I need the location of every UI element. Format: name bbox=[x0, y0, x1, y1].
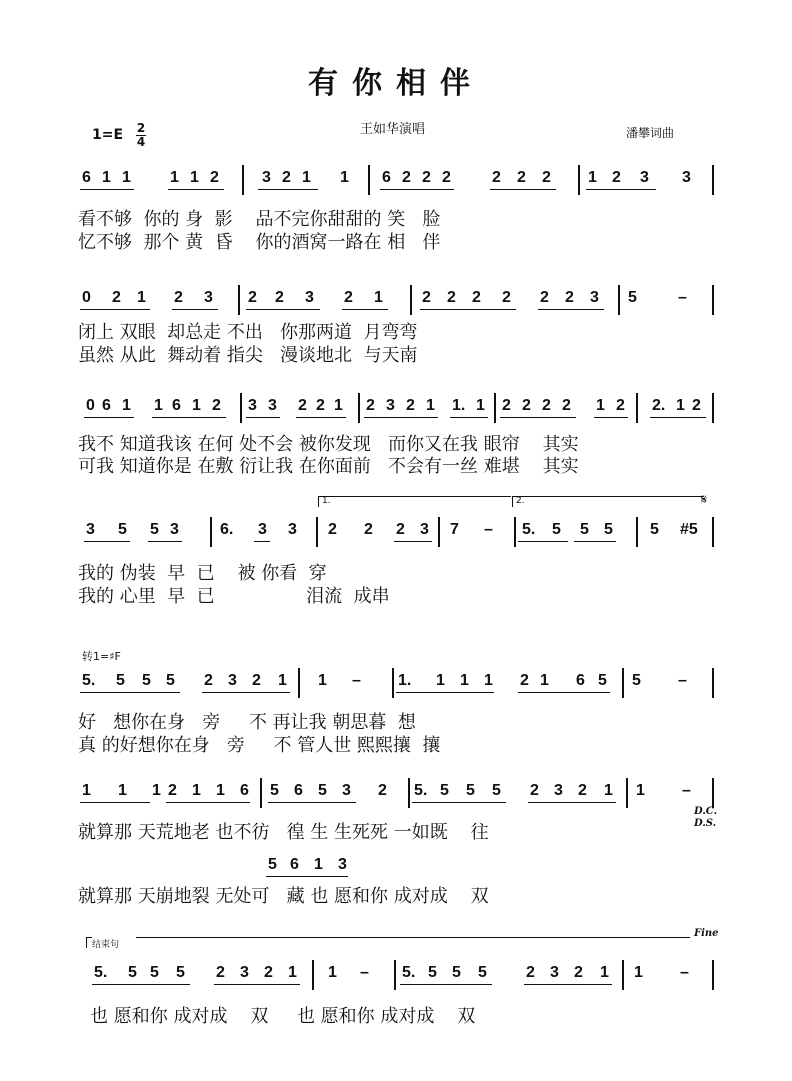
beam-underline bbox=[258, 189, 318, 190]
note: 3 bbox=[262, 169, 271, 186]
beam-underline bbox=[80, 802, 150, 803]
beam-underline bbox=[246, 417, 280, 418]
barline bbox=[494, 393, 496, 423]
note: 2 bbox=[406, 397, 415, 414]
note: 3 bbox=[305, 289, 314, 306]
note: 5 bbox=[632, 672, 641, 689]
note: 2 bbox=[502, 289, 511, 306]
note: 2 bbox=[542, 169, 551, 186]
beam-underline bbox=[80, 692, 180, 693]
note: 5. bbox=[82, 672, 96, 689]
note: 1 bbox=[82, 782, 91, 799]
note: 1 bbox=[596, 397, 605, 414]
note: 5 bbox=[650, 521, 659, 538]
note: 2 bbox=[517, 169, 526, 186]
note: 1 bbox=[588, 169, 597, 186]
barline bbox=[260, 778, 262, 808]
lyric-line: 我的 心里 早 已 泪流 成串 bbox=[78, 586, 390, 607]
note: – bbox=[678, 672, 687, 689]
note: 2 bbox=[204, 672, 213, 689]
beam-underline bbox=[396, 692, 494, 693]
note: 1 bbox=[190, 169, 199, 186]
lyric-line: 我的 伪装 早 已 被 你看 穿 bbox=[78, 563, 327, 584]
lyric-line: 闭上 双眼 却总走 不出 你那两道 月弯弯 bbox=[78, 322, 418, 343]
note: 5 bbox=[268, 856, 277, 873]
beam-underline bbox=[538, 309, 604, 310]
note: 5. bbox=[522, 521, 536, 538]
note: 0 bbox=[86, 397, 95, 414]
beam-underline bbox=[524, 984, 612, 985]
note: 6 bbox=[290, 856, 299, 873]
note: 6 bbox=[294, 782, 303, 799]
barline bbox=[316, 517, 318, 547]
volta-2-label: 2. bbox=[516, 496, 525, 506]
note: 3 bbox=[170, 521, 179, 538]
note: 5 bbox=[466, 782, 475, 799]
note: #5 bbox=[680, 521, 698, 538]
note: 3 bbox=[248, 397, 257, 414]
note: 2 bbox=[520, 672, 529, 689]
lyric-line: 就算那 天崩地裂 无处可 藏 也 愿和你 成对成 双 bbox=[78, 886, 489, 907]
note: 1 bbox=[102, 169, 111, 186]
note: 2 bbox=[565, 289, 574, 306]
note: 2 bbox=[578, 782, 587, 799]
note: 2 bbox=[112, 289, 121, 306]
beam-underline bbox=[168, 189, 224, 190]
note: 1 bbox=[476, 397, 485, 414]
note: 1. bbox=[398, 672, 412, 689]
beam-underline bbox=[84, 417, 134, 418]
barline bbox=[210, 517, 212, 547]
beam-underline bbox=[364, 417, 438, 418]
barline bbox=[408, 778, 410, 808]
ending-bracket-line bbox=[136, 937, 690, 938]
note: 5 bbox=[580, 521, 589, 538]
barline bbox=[358, 393, 360, 423]
ds-mark: D.S. bbox=[694, 818, 717, 829]
note: 2 bbox=[542, 397, 551, 414]
note: 1 bbox=[170, 169, 179, 186]
note: 1 bbox=[314, 856, 323, 873]
note: 2 bbox=[442, 169, 451, 186]
beam-underline bbox=[148, 541, 182, 542]
note: 1 bbox=[278, 672, 287, 689]
note: 3 bbox=[640, 169, 649, 186]
note: 3 bbox=[338, 856, 347, 873]
barline bbox=[394, 960, 396, 990]
beam-underline bbox=[80, 309, 150, 310]
fine-mark: Fine bbox=[694, 928, 719, 939]
beam-underline bbox=[394, 541, 432, 542]
note: 1 bbox=[154, 397, 163, 414]
note: 3 bbox=[342, 782, 351, 799]
note: 2 bbox=[316, 397, 325, 414]
note: 2 bbox=[282, 169, 291, 186]
note: 5. bbox=[402, 964, 416, 981]
modulation-label: 转1=♯F bbox=[82, 650, 121, 663]
barline bbox=[238, 285, 240, 315]
note: 3 bbox=[590, 289, 599, 306]
note: 1 bbox=[484, 672, 493, 689]
note: 6 bbox=[102, 397, 111, 414]
beam-underline bbox=[246, 309, 320, 310]
note: 2 bbox=[366, 397, 375, 414]
note: 5 bbox=[142, 672, 151, 689]
note: 5 bbox=[176, 964, 185, 981]
barline bbox=[636, 517, 638, 547]
note: 6 bbox=[576, 672, 585, 689]
note: 1 bbox=[137, 289, 146, 306]
note: 5 bbox=[552, 521, 561, 538]
note: 5 bbox=[270, 782, 279, 799]
note: 6 bbox=[172, 397, 181, 414]
barline bbox=[622, 668, 624, 698]
barline bbox=[636, 393, 638, 423]
note: 5 bbox=[166, 672, 175, 689]
note: 3 bbox=[386, 397, 395, 414]
note: 1 bbox=[152, 782, 161, 799]
barline bbox=[712, 668, 714, 698]
note: 5. bbox=[414, 782, 428, 799]
note: 5 bbox=[318, 782, 327, 799]
barline bbox=[626, 778, 628, 808]
note: 1 bbox=[192, 397, 201, 414]
lyric-line: 我不 知道我该 在何 处不会 被你发现 而你又在我 眼帘 其实 bbox=[78, 434, 579, 455]
barline bbox=[618, 285, 620, 315]
note: – bbox=[352, 672, 361, 689]
note: 5 bbox=[428, 964, 437, 981]
note: 2 bbox=[252, 672, 261, 689]
barline bbox=[368, 165, 370, 195]
lyric-line: 可我 知道你是 在敷 衍让我 在你面前 不会有一丝 难堪 其实 bbox=[78, 456, 579, 477]
note: 5 bbox=[492, 782, 501, 799]
barline bbox=[514, 517, 516, 547]
note: 6 bbox=[82, 169, 91, 186]
beam-underline bbox=[92, 984, 190, 985]
note: 2 bbox=[344, 289, 353, 306]
note: 2 bbox=[328, 521, 337, 538]
barline bbox=[712, 517, 714, 547]
note: 2 bbox=[540, 289, 549, 306]
note: 2 bbox=[212, 397, 221, 414]
segno-mark: 𝄋 bbox=[701, 492, 708, 508]
note: 1 bbox=[436, 672, 445, 689]
barline bbox=[712, 165, 714, 195]
beam-underline bbox=[518, 541, 568, 542]
note: 2. bbox=[652, 397, 666, 414]
note: 0 bbox=[82, 289, 91, 306]
time-bottom: 4 bbox=[136, 135, 146, 149]
note: 3 bbox=[550, 964, 559, 981]
note: – bbox=[484, 521, 493, 538]
notes-line bbox=[0, 517, 792, 547]
note: 2 bbox=[472, 289, 481, 306]
notes-line bbox=[0, 165, 792, 195]
beam-underline bbox=[420, 309, 516, 310]
note: 2 bbox=[574, 964, 583, 981]
beam-underline bbox=[412, 802, 506, 803]
note: 3 bbox=[204, 289, 213, 306]
beam-underline bbox=[594, 417, 628, 418]
beam-underline bbox=[166, 802, 250, 803]
note: 6 bbox=[382, 169, 391, 186]
barline bbox=[298, 668, 300, 698]
note: 1 bbox=[192, 782, 201, 799]
note: 2 bbox=[210, 169, 219, 186]
note: – bbox=[680, 964, 689, 981]
beam-underline bbox=[500, 417, 576, 418]
lyric-line: 也 愿和你 成对成 双 也 愿和你 成对成 双 bbox=[90, 1006, 476, 1027]
beam-underline bbox=[80, 189, 134, 190]
note: 5 bbox=[118, 521, 127, 538]
note: 2 bbox=[168, 782, 177, 799]
note: 1 bbox=[600, 964, 609, 981]
note: 6 bbox=[240, 782, 249, 799]
note: 2 bbox=[502, 397, 511, 414]
note: 1. bbox=[452, 397, 466, 414]
notes-line bbox=[0, 285, 792, 315]
note: 2 bbox=[422, 169, 431, 186]
beam-underline bbox=[518, 692, 610, 693]
alternate-notes bbox=[0, 852, 792, 882]
time-signature bbox=[136, 122, 146, 149]
note: 1 bbox=[460, 672, 469, 689]
beam-underline bbox=[202, 692, 290, 693]
song-title: 有你相伴 bbox=[308, 66, 484, 101]
note: 5 bbox=[604, 521, 613, 538]
barline bbox=[712, 778, 714, 808]
beam-underline bbox=[380, 189, 454, 190]
beam-underline bbox=[650, 417, 706, 418]
beam-underline bbox=[490, 189, 556, 190]
note: 1 bbox=[374, 289, 383, 306]
note: 2 bbox=[174, 289, 183, 306]
note: 1 bbox=[334, 397, 343, 414]
beam-underline bbox=[450, 417, 488, 418]
lyric-line: 真 的好想你在身 旁 不 管人世 熙熙攘 攘 bbox=[78, 735, 441, 756]
note: 6. bbox=[220, 521, 234, 538]
lyric-line: 好 想你在身 旁 不 再让我 朝思暮 想 bbox=[78, 712, 416, 733]
note: 3 bbox=[240, 964, 249, 981]
note: – bbox=[678, 289, 687, 306]
note: 1 bbox=[302, 169, 311, 186]
beam-underline bbox=[152, 417, 226, 418]
note: 3 bbox=[86, 521, 95, 538]
notes-line bbox=[0, 668, 792, 698]
barline bbox=[392, 668, 394, 698]
volta-1-label: 1. bbox=[322, 496, 331, 506]
composer-credit: 潘攀词曲 bbox=[626, 126, 675, 140]
ending-bracket-left bbox=[86, 937, 92, 948]
beam-underline bbox=[296, 417, 346, 418]
beam-underline bbox=[574, 541, 616, 542]
note: 5 bbox=[150, 964, 159, 981]
note: 1 bbox=[340, 169, 349, 186]
beam-underline bbox=[342, 309, 388, 310]
note: 5 bbox=[150, 521, 159, 538]
note: 2 bbox=[612, 169, 621, 186]
beam-underline bbox=[172, 309, 218, 310]
barline bbox=[712, 960, 714, 990]
note: 3 bbox=[288, 521, 297, 538]
note: 3 bbox=[258, 521, 267, 538]
note: 5 bbox=[628, 289, 637, 306]
barline bbox=[622, 960, 624, 990]
note: 2 bbox=[402, 169, 411, 186]
note: 5 bbox=[598, 672, 607, 689]
beam-underline bbox=[84, 541, 130, 542]
beam-underline bbox=[586, 189, 656, 190]
note: 1 bbox=[676, 397, 685, 414]
volta-2-bracket bbox=[512, 496, 703, 507]
note: 2 bbox=[378, 782, 387, 799]
note: 2 bbox=[522, 397, 531, 414]
barline bbox=[712, 393, 714, 423]
notes-line bbox=[0, 393, 792, 423]
beam-underline bbox=[400, 984, 492, 985]
notes-line bbox=[0, 778, 792, 808]
barline bbox=[578, 165, 580, 195]
singer-credit: 王如华演唱 bbox=[360, 122, 426, 137]
note: – bbox=[360, 964, 369, 981]
barline bbox=[410, 285, 412, 315]
note: 5 bbox=[440, 782, 449, 799]
barline bbox=[438, 517, 440, 547]
note: 2 bbox=[396, 521, 405, 538]
beam-underline bbox=[268, 802, 356, 803]
barline bbox=[240, 393, 242, 423]
note: 1 bbox=[318, 672, 327, 689]
ending-label: 结束句 bbox=[92, 940, 120, 950]
note: 2 bbox=[298, 397, 307, 414]
note: 5 bbox=[128, 964, 137, 981]
note: 1 bbox=[118, 782, 127, 799]
note: 2 bbox=[526, 964, 535, 981]
note: 2 bbox=[692, 397, 701, 414]
notes-line bbox=[0, 960, 792, 990]
lyric-line: 虽然 从此 舞动着 指尖 漫谈地北 与天南 bbox=[78, 345, 418, 366]
note: 2 bbox=[364, 521, 373, 538]
note: 2 bbox=[562, 397, 571, 414]
note: 1 bbox=[634, 964, 643, 981]
note: 3 bbox=[268, 397, 277, 414]
note: 5 bbox=[452, 964, 461, 981]
note: 1 bbox=[122, 397, 131, 414]
note: – bbox=[682, 782, 691, 799]
dc-mark: D.C. bbox=[694, 806, 718, 817]
beam-underline bbox=[254, 541, 270, 542]
time-top: 2 bbox=[136, 121, 146, 135]
note: 2 bbox=[216, 964, 225, 981]
note: 1 bbox=[288, 964, 297, 981]
note: 1 bbox=[216, 782, 225, 799]
note: 1 bbox=[636, 782, 645, 799]
note: 7 bbox=[450, 521, 459, 538]
note: 2 bbox=[616, 397, 625, 414]
note: 1 bbox=[604, 782, 613, 799]
note: 3 bbox=[554, 782, 563, 799]
lyric-line: 忆不够 那个 黄 昏 你的酒窝一路在 相 伴 bbox=[78, 232, 441, 253]
note: 2 bbox=[264, 964, 273, 981]
note: 2 bbox=[447, 289, 456, 306]
note: 5 bbox=[116, 672, 125, 689]
note: 2 bbox=[492, 169, 501, 186]
lyric-line: 看不够 你的 身 影 品不完你甜甜的 笑 脸 bbox=[78, 209, 441, 230]
note: 5. bbox=[94, 964, 108, 981]
note: 2 bbox=[530, 782, 539, 799]
note: 3 bbox=[228, 672, 237, 689]
barline bbox=[312, 960, 314, 990]
note: 2 bbox=[275, 289, 284, 306]
note: 1 bbox=[540, 672, 549, 689]
note: 5 bbox=[478, 964, 487, 981]
beam-underline bbox=[528, 802, 616, 803]
barline bbox=[242, 165, 244, 195]
note: 2 bbox=[422, 289, 431, 306]
note: 1 bbox=[328, 964, 337, 981]
note: 3 bbox=[682, 169, 691, 186]
note: 1 bbox=[122, 169, 131, 186]
lyric-line: 就算那 天荒地老 也不彷 徨 生 生死死 一如既 往 bbox=[78, 822, 489, 843]
barline bbox=[712, 285, 714, 315]
key-signature: 1=E bbox=[92, 127, 124, 143]
note: 2 bbox=[248, 289, 257, 306]
volta-1-bracket bbox=[318, 496, 511, 507]
beam-underline bbox=[214, 984, 300, 985]
note: 1 bbox=[426, 397, 435, 414]
beam-underline bbox=[266, 876, 348, 877]
note: 3 bbox=[420, 521, 429, 538]
